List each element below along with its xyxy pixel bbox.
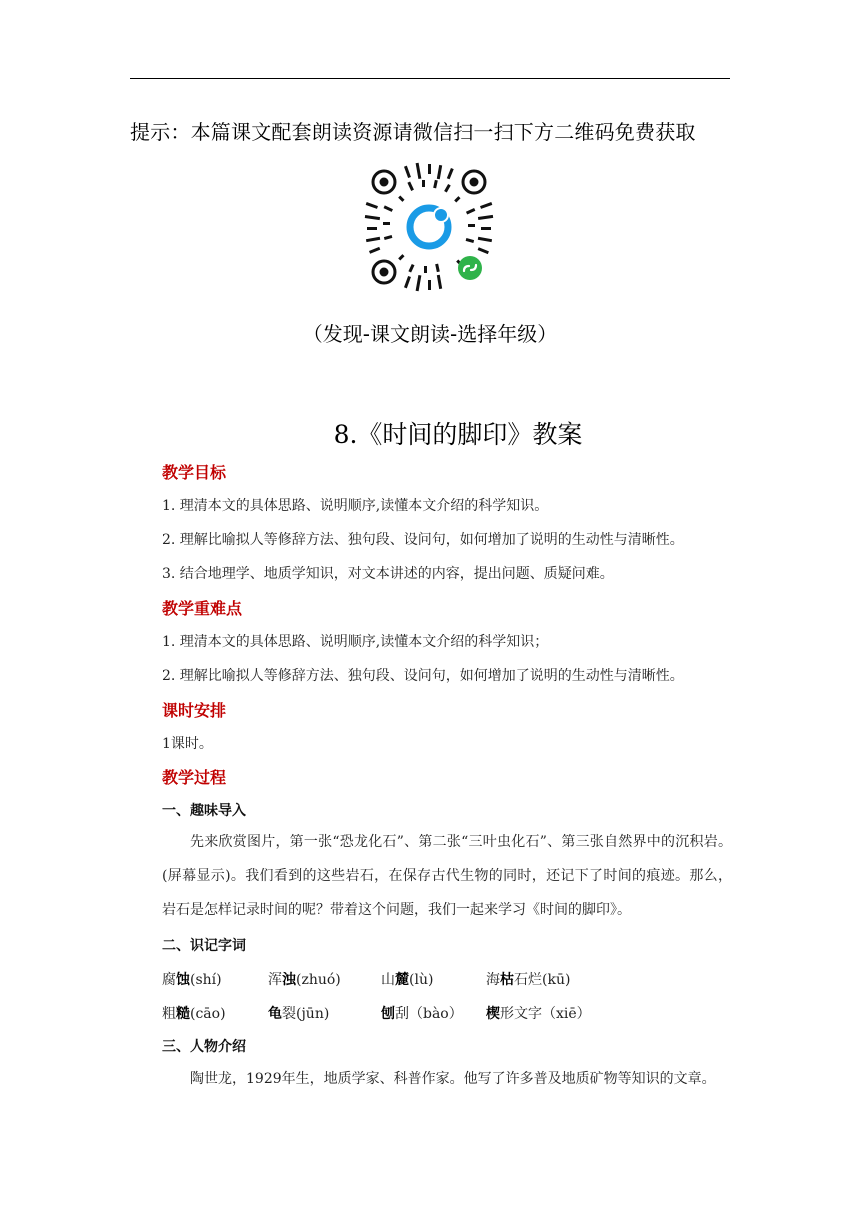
vocab-word: 龟裂(jūn) <box>268 1006 330 1022</box>
person-paragraph: 陶世龙，1929年生，地质学家、科普作家。他写了许多普及地质矿物等知识的文章。 <box>190 1071 716 1087</box>
qr-code-icon[interactable] <box>362 160 496 294</box>
vocab-heading: 二、识记字词 <box>162 938 246 954</box>
qr-caption: （发现-课文朗读-选择年级） <box>302 322 558 346</box>
vocab-word: 楔形文字（xiē） <box>486 1006 591 1022</box>
vocab-word: 山麓(lù) <box>381 972 434 988</box>
keypoints-heading: 教学重难点 <box>162 599 243 618</box>
keypoint-item: 1. 理清本文的具体思路、说明顺序,读懂本文介绍的科学知识； <box>162 634 549 650</box>
resource-hint: 提示：本篇课文配套朗读资源请微信扫一扫下方二维码免费获取 <box>130 120 696 144</box>
vocab-word: 腐蚀(shí) <box>162 972 222 988</box>
schedule-text: 1课时。 <box>162 736 213 752</box>
vocab-word: 刨刮（bào） <box>381 1006 463 1022</box>
intro-paragraph: 先来欣赏图片，第一张“恐龙化石”、第二张“三叶虫化石”、第三张自然界中的沉积岩。(屏幕显示)。我们看到的这些岩石，在保存古代生物的同时，还记下了时间的痕迹。那么，岩石是怎样记录时间的呢？带着这个问题，我们一起来学习《时间的脚印》。 <box>162 834 732 918</box>
vocab-word: 粗糙(cāo) <box>162 1006 226 1022</box>
keypoint-item: 2. 理解比喻拟人等修辞方法、独句段、设问句，如何增加了说明的生动性与清晰性。 <box>162 668 684 684</box>
goal-item: 3. 结合地理学、地质学知识，对文本讲述的内容，提出问题、质疑问难。 <box>162 566 614 582</box>
header-rule <box>130 78 730 79</box>
page-title: 8.《时间的脚印》教案 <box>333 420 583 449</box>
vocab-word: 浑浊(zhuó) <box>268 972 341 988</box>
goal-item: 2. 理解比喻拟人等修辞方法、独句段、设问句，如何增加了说明的生动性与清晰性。 <box>162 532 684 548</box>
process-heading: 教学过程 <box>162 768 227 787</box>
goal-item: 1. 理清本文的具体思路、说明顺序,读懂本文介绍的科学知识。 <box>162 498 549 514</box>
goals-heading: 教学目标 <box>162 463 227 482</box>
vocab-word: 海枯石烂(kū) <box>486 972 571 988</box>
person-heading: 三、人物介绍 <box>162 1039 246 1055</box>
schedule-heading: 课时安排 <box>162 701 227 720</box>
intro-heading: 一、趣味导入 <box>162 803 246 819</box>
